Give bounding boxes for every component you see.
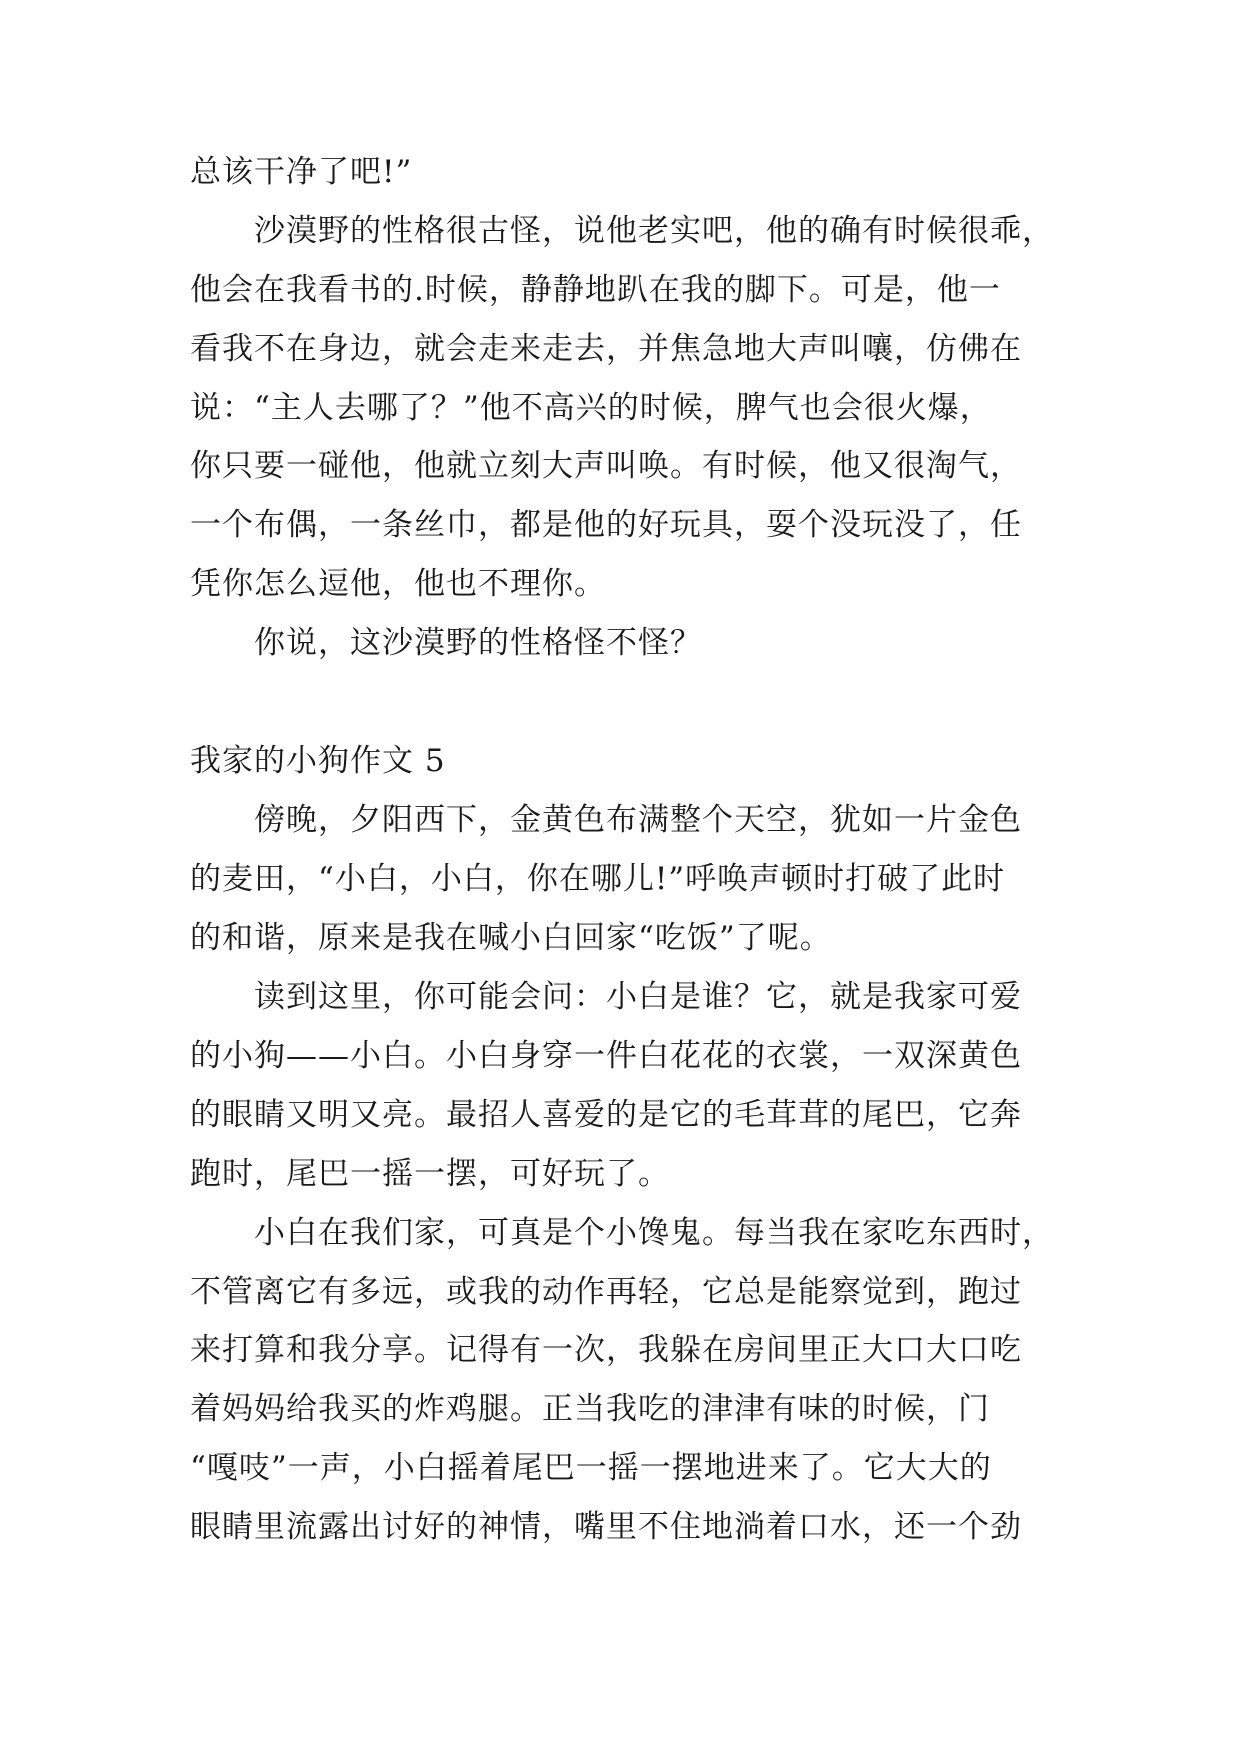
text-line: 来打算和我分享。记得有一次，我躲在房间里正大口大口吃 <box>190 1332 1022 1368</box>
section-heading: 我家的小狗作文 5 <box>190 743 446 779</box>
text-line: 看我不在身边，就会走来走去，并焦急地大声叫嚷，仿佛在 <box>190 331 1022 367</box>
text-line: “嘎吱”一声，小白摇着尾巴一摇一摆地进来了。它大大的 <box>190 1450 992 1486</box>
text-line: 沙漠野的性格很古怪，说他老实吧，他的确有时候很乖， <box>190 213 1054 249</box>
text-line: 的麦田，“小白，小白，你在哪儿!”呼唤声顿时打破了此时 <box>190 861 1006 897</box>
text-line: 跑时，尾巴一摇一摆，可好玩了。 <box>190 1156 670 1192</box>
text-line: 的和谐，原来是我在喊小白回家“吃饭”了呢。 <box>190 920 832 956</box>
text-line: 一个布偶，一条丝巾，都是他的好玩具，耍个没玩没了，任 <box>190 507 1022 543</box>
text-line: 的眼睛又明又亮。最招人喜爱的是它的毛茸茸的尾巴，它奔 <box>190 1097 1022 1133</box>
text-line: 着妈妈给我买的炸鸡腿。正当我吃的津津有味的时候，门 <box>190 1391 990 1427</box>
text-line: 眼睛里流露出讨好的神情，嘴里不住地淌着口水，还一个劲 <box>190 1509 1022 1545</box>
text-line: 他会在我看书的.时候，静静地趴在我的脚下。可是，他一 <box>190 272 1001 308</box>
text-line: 说：“主人去哪了？”他不高兴的时候，脾气也会很火爆， <box>190 390 992 426</box>
text-line: 你只要一碰他，他就立刻大声叫唤。有时候，他又很淘气， <box>190 448 1022 484</box>
text-line: 凭你怎么逗他，他也不理你。 <box>190 566 606 602</box>
text-line: 傍晚，夕阳西下，金黄色布满整个天空，犹如一片金色 <box>190 802 1022 838</box>
text-line: 你说，这沙漠野的性格怪不怪？ <box>190 625 702 661</box>
text-line: 不管离它有多远，或我的动作再轻，它总是能察觉到，跑过 <box>190 1274 1022 1310</box>
text-line: 读到这里，你可能会问：小白是谁？它，就是我家可爱 <box>190 979 1022 1015</box>
text-line: 的小狗——小白。小白身穿一件白花花的衣裳，一双深黄色 <box>190 1038 1022 1074</box>
text-line: 总该干净了吧!” <box>190 154 413 190</box>
text-line: 小白在我们家，可真是个小馋鬼。每当我在家吃东西时， <box>190 1215 1054 1251</box>
